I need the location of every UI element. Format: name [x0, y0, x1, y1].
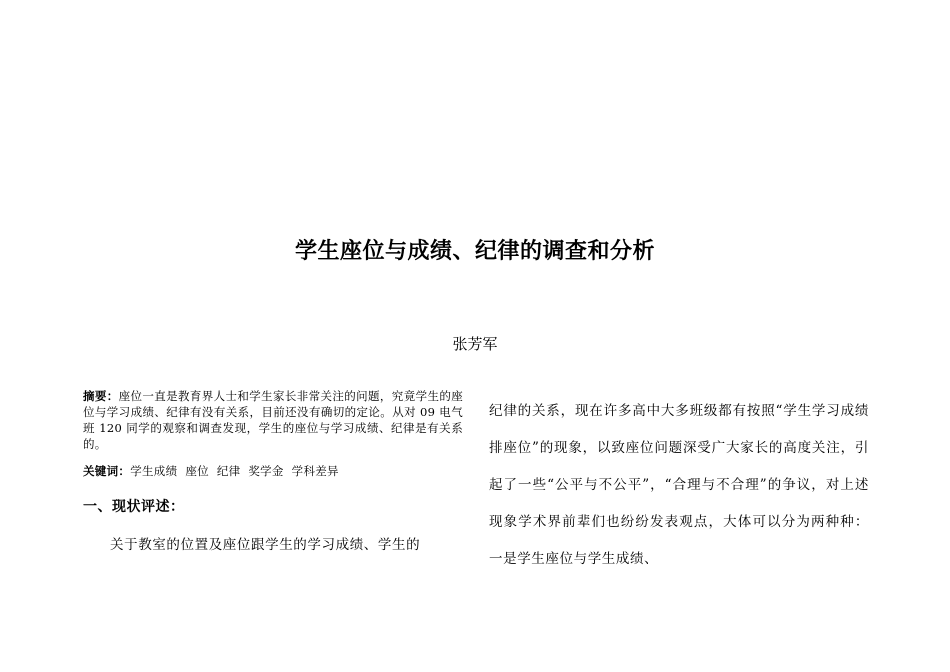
keywords: [83, 463, 463, 479]
left-column: [83, 388, 463, 564]
abstract-label: 摘要：: [83, 389, 119, 403]
body-paragraph-right: 纪律的关系，现在许多高中大多班级都有按照“学生学习成绩排座位”的现象，以致座位问题深受广大家长的高度关注，引起了一些“公平与不公平”，“合理与不合理”的争议，对上述现象学术界前辈们也纷纷发表观点，大体可以分为两种种：一是学生座位与学生成绩、: [489, 403, 869, 567]
keywords-text: 学生成绩 座位 纪律 奖学金 学科差异: [130, 464, 339, 478]
document-author: 张芳军: [452, 335, 498, 353]
abstract: [83, 388, 463, 452]
keywords-label: 关键词：: [83, 464, 131, 478]
body-paragraph-left: 关于教室的位置及座位跟学生的学习成绩、学生的: [110, 537, 421, 553]
document-title: 学生座位与成绩、纪律的调查和分析: [294, 238, 655, 264]
right-column: [489, 393, 869, 578]
abstract-text: 座位一直是教育界人士和学生家长非常关注的问题，究竟学生的座位与学习成绩、纪律有没有关系，目前还没有确切的定论。从对 09 电气班 120 同学的观察和调查发现，学生的座位与学习成绩、纪律是有关系的。: [83, 389, 463, 451]
section-heading: 一、现状评述：: [83, 499, 185, 515]
